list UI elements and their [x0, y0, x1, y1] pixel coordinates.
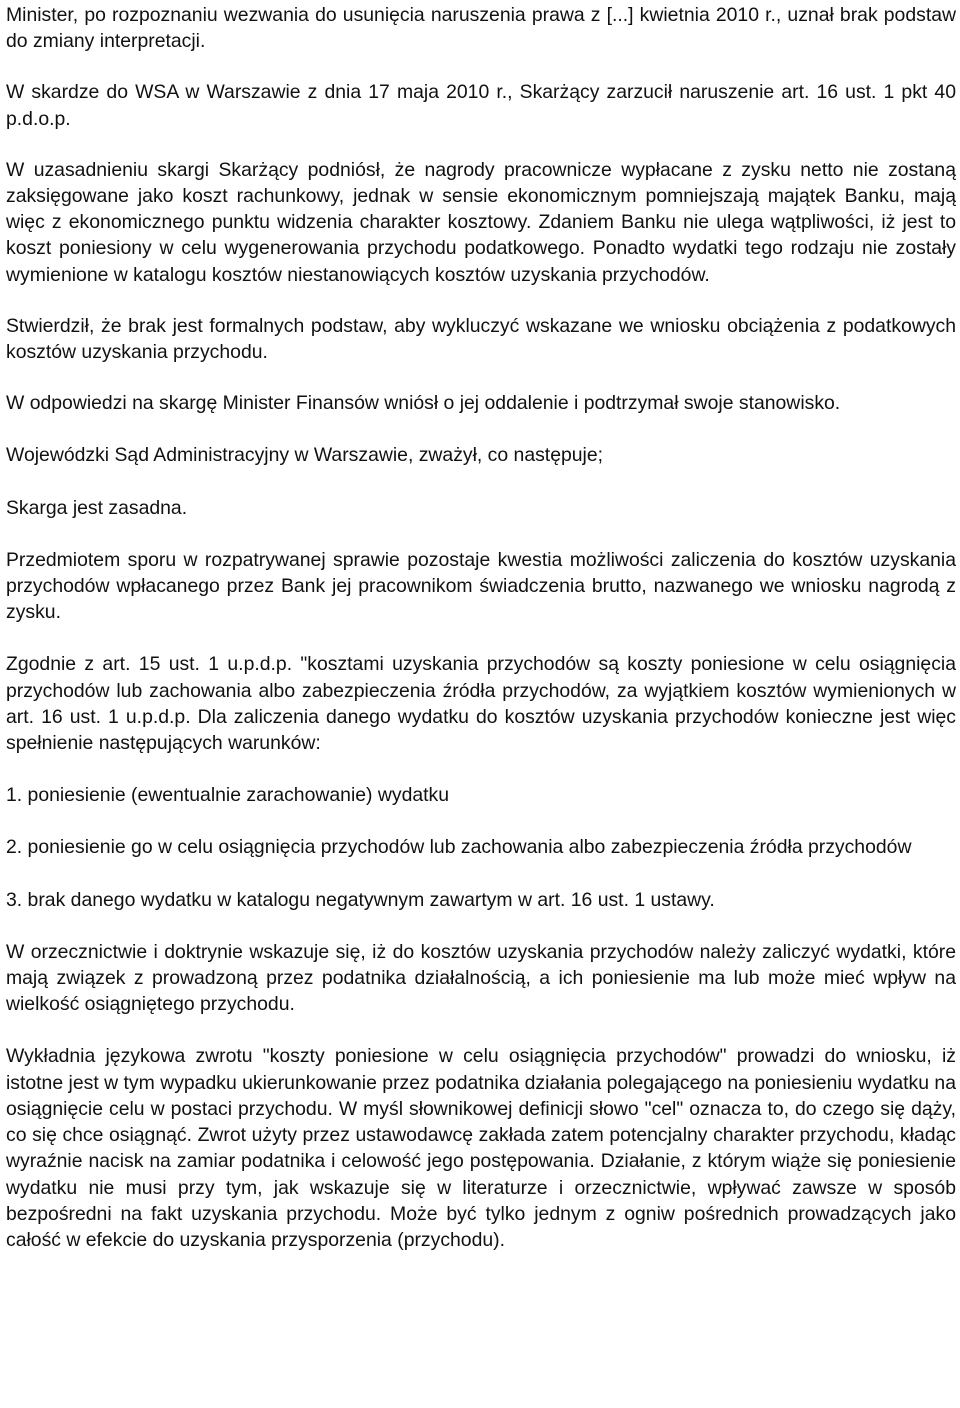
paragraph-complaint-justified: Skarga jest zasadna. [6, 496, 188, 519]
paragraph-subject-of-dispute: Przedmiotem sporu w rozpatrywanej sprawie pozostaje kwestia możliwości zaliczenia do kosztów uzyskania przychodów wpłacanego przez Bank jej pracownikom świadczenia brutto, nazwanego we wniosku nagrodą z zysku. [6, 548, 956, 624]
paragraph-minister-decision: Minister, po rozpoznaniu wezwania do usunięcia naruszenia prawa z [...] kwietnia 2010 r., uznał brak podstaw do zmiany interpretacji. [6, 4, 956, 53]
paragraph-article-15: Zgodnie z art. 15 ust. 1 u.p.d.p. "kosztami uzyskania przychodów są koszty poniesione w celu osiągnięcia przychodów lub zachowania albo zabezpieczenia źródła przychodów, za wyjątkiem kosztów wymienionych w art. 16 ust. 1 u.p.d.p. Dla zaliczenia danego wydatku do kosztów uzyskania przychodów konieczne jest więc spełnienie następujących warunków: [6, 653, 956, 755]
list-item-condition-2: 2. poniesienie go w celu osiągnięcia przychodów lub zachowania albo zabezpieczenia źródła przychodów [6, 836, 912, 859]
paragraph-court-considered: Wojewódzki Sąd Administracyjny w Warszawie, zważył, co następuje; [6, 444, 604, 467]
paragraph-formal-grounds: Stwierdził, że brak jest formalnych podstaw, aby wykluczyć wskazane we wniosku obciążenia z podatkowych kosztów uzyskania przychodu. [6, 314, 956, 364]
document-page [6, 0, 956, 1253]
paragraph-case-law: W orzecznictwie i doktrynie wskazuje się, iż do kosztów uzyskania przychodów należy zaliczyć wydatki, które mają związek z prowadzoną przez podatnika działalnością, a ich poniesienie ma lub może mieć wpływ na wielkość osiągniętego przychodu. [6, 940, 956, 1016]
paragraph-linguistic-interpretation: Wykładnia językowa zwrotu "koszty poniesione w celu osiągnięcia przychodów" prowadzi do wniosku, iż istotne jest w tym wypadku ukierunkowanie przez podatnika działania polegającego na poniesieniu wydatku na osiągnięcie celu w postaci przychodu. W myśl słownikowej definicji słowo "cel" oznacza to, do czego się dąży, co się chce osiągnąć. Zwrot użyty przez ustawodawcę zakłada zatem potencjalny charakter przychodu, kładąc wyraźnie nacisk na zamiar podatnika i celowość jego postępowania. Działanie, z którym wiąże się poniesienie wydatku nie musi przy tym, jak wskazuje się w literaturze i orzecznictwie, wpływać zawsze w sposób bezpośredni na fakt uzyskania przychodu. Może być tylko jednym z ogniw pośrednich prowadzących jako całość w efekcie do uzyskania przysporzenia (przychodu). [6, 1045, 956, 1251]
paragraph-minister-response: W odpowiedzi na skargę Minister Finansów wniósł o jej oddalenie i podtrzymał swoje stanowisko. [6, 392, 841, 415]
paragraph-complaint-justification: W uzasadnieniu skargi Skarżący podniósł, że nagrody pracownicze wypłacane z zysku netto nie zostaną zaksięgowane jako koszt rachunkowy, jednak w sensie ekonomicznym pomniejszają majątek Banku, mają więc z ekonomicznego punktu widzenia charakter kosztowy. Zdaniem Banku nie ulega wątpliwości, iż jest to koszt poniesiony w celu wygenerowania przychodu podatkowego. Ponadto wydatki tego rodzaju nie zostały wymienione w katalogu kosztów niestanowiących kosztów uzyskania przychodów. [6, 158, 956, 286]
paragraph-complaint-wsa: W skardze do WSA w Warszawie z dnia 17 maja 2010 r., Skarżący zarzucił naruszenie art. 16 ust. 1 pkt 40 p.d.o.p. [6, 81, 956, 130]
list-item-condition-1: 1. poniesienie (ewentualnie zarachowanie) wydatku [6, 784, 450, 807]
list-item-condition-3: 3. brak danego wydatku w katalogu negatywnym zawartym w art. 16 ust. 1 ustawy. [6, 888, 715, 911]
